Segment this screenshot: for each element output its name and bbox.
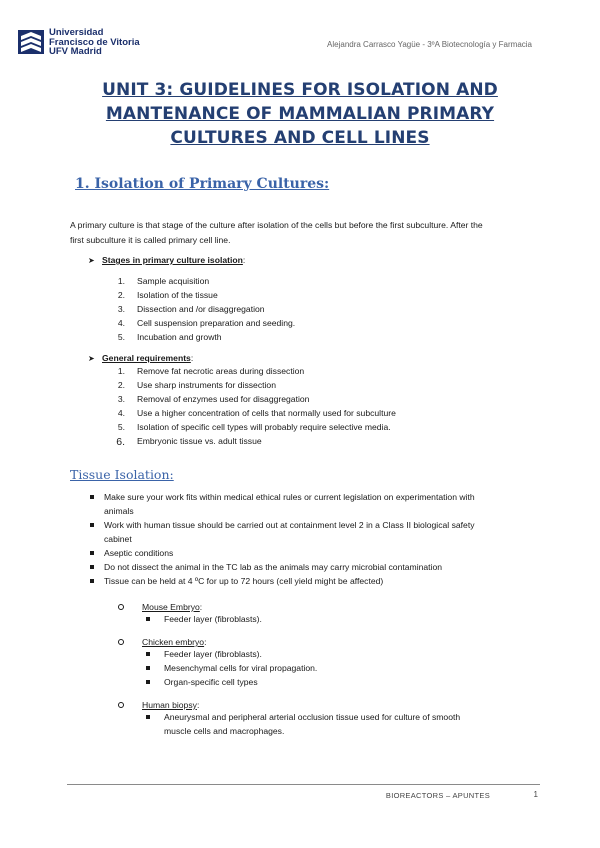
item-line: animals — [104, 506, 134, 516]
requirements-heading — [88, 353, 193, 363]
item-line: muscle cells and macrophages. — [164, 726, 285, 736]
list-item — [118, 710, 460, 738]
item-line: Tissue can be held at 4 ºC for up to 72 hours (cell yield might be affected) — [104, 576, 384, 586]
item-text: Incubation and growth — [137, 332, 222, 342]
list-item — [118, 647, 317, 661]
requirements-label: General requirements — [102, 353, 191, 363]
item-number: 4. — [117, 318, 125, 328]
item-line: Work with human tissue should be carried out at containment level 2 in a Class II biological safety — [104, 520, 475, 530]
stages-suffix: : — [242, 255, 246, 265]
item-text: Sample acquisition — [137, 276, 210, 286]
stages-label: Stages in primary culture isolation — [102, 255, 243, 265]
footer-divider — [67, 784, 540, 785]
human-biopsy-suffix: : — [196, 700, 200, 710]
logo-line-3: UFV Madrid — [49, 46, 102, 57]
list-item — [90, 490, 530, 518]
list-item — [90, 560, 530, 574]
item-line: Aseptic conditions — [104, 548, 174, 558]
footer-text: BIOREACTORS – APUNTES — [385, 791, 490, 800]
chicken-embryo-suffix: : — [204, 637, 207, 647]
item-number: 5. — [117, 422, 125, 432]
mouse-embryo-label: Mouse Embryo — [142, 602, 200, 612]
page-number: 1 — [533, 790, 538, 799]
list-item — [90, 518, 530, 546]
item-line: Do not dissect the animal in the TC lab as the animals may carry microbial contamination — [104, 562, 443, 572]
arrow-bullet-icon: ➤ — [88, 256, 95, 265]
item-text: Isolation of the tissue — [137, 290, 218, 300]
square-bullet-icon — [90, 579, 94, 583]
item-number: 2. — [117, 380, 125, 390]
section-heading: 1. Isolation of Primary Cultures: — [75, 176, 330, 192]
square-bullet-icon — [90, 565, 94, 569]
title-line-3: CULTURES AND CELL LINES — [170, 128, 430, 148]
list-item — [118, 661, 317, 675]
header-author: Alejandra Carrasco Yagüe - 3ºA Biotecnología y Farmacia — [327, 40, 532, 49]
circle-bullet-icon — [118, 604, 124, 610]
list-item — [118, 612, 262, 626]
item-text: Use a higher concentration of cells that normally used for subculture — [137, 408, 396, 418]
item-text: Embryonic tissue vs. adult tissue — [137, 436, 262, 446]
square-bullet-icon — [146, 652, 150, 656]
chicken-embryo-heading — [118, 637, 317, 647]
item-number: 6. — [116, 436, 125, 448]
item-number: 5. — [117, 332, 125, 342]
square-bullet-icon — [90, 551, 94, 555]
human-biopsy-group — [118, 700, 460, 738]
logo-line-1: Universidad — [49, 27, 104, 38]
ufv-logo-icon — [17, 28, 45, 56]
item-line: Feeder layer (fibroblasts). — [164, 649, 262, 659]
page-title — [40, 78, 560, 150]
item-line: Aneurysmal and peripheral arterial occlusion tissue used for culture of smooth — [164, 712, 461, 722]
mouse-embryo-group — [118, 602, 262, 626]
circle-bullet-icon — [118, 639, 124, 645]
item-number: 2. — [117, 290, 125, 300]
item-line: cabinet — [104, 534, 132, 544]
circle-bullet-icon — [118, 702, 124, 708]
square-bullet-icon — [146, 666, 150, 670]
mouse-embryo-heading — [118, 602, 262, 612]
list-item — [90, 574, 530, 588]
square-bullet-icon — [146, 680, 150, 684]
square-bullet-icon — [90, 495, 94, 499]
item-line: Make sure your work fits within medical ethical rules or current legislation on experimentation with — [104, 492, 475, 502]
item-text: Use sharp instruments for dissection — [137, 380, 276, 390]
chicken-embryo-label: Chicken embryo — [142, 637, 205, 647]
item-number: 1. — [117, 276, 125, 286]
title-line-2: MANTENANCE OF MAMMALIAN PRIMARY — [105, 104, 495, 124]
item-text: Remove fat necrotic areas during dissection — [137, 366, 305, 376]
logo-wordmark — [49, 28, 140, 57]
university-logo — [17, 28, 140, 57]
list-item — [90, 546, 530, 560]
list-item — [118, 675, 317, 689]
logo-line-2: Francisco de Vitoria — [49, 36, 140, 48]
item-text: Removal of enzymes used for disaggregation — [137, 394, 310, 404]
human-biopsy-label: Human biopsy — [142, 700, 197, 710]
mouse-embryo-suffix: : — [199, 602, 203, 612]
item-line: Mesenchymal cells for viral propagation. — [164, 663, 318, 673]
tissue-isolation-heading: Tissue Isolation: — [70, 467, 174, 482]
item-text: Dissection and /or disaggregation — [137, 304, 265, 314]
title-line-1: UNIT 3: GUIDELINES FOR ISOLATION AND — [102, 80, 498, 100]
square-bullet-icon — [146, 617, 150, 621]
item-text: Isolation of specific cell types will probably require selective media. — [137, 422, 391, 432]
intro-paragraph — [70, 218, 540, 248]
tissue-isolation-list — [90, 490, 530, 588]
item-line: Organ-specific cell types — [164, 677, 258, 687]
arrow-bullet-icon: ➤ — [88, 354, 95, 363]
item-line: Feeder layer (fibroblasts). — [164, 614, 262, 624]
item-number: 3. — [117, 394, 125, 404]
item-number: 4. — [117, 408, 125, 418]
human-biopsy-heading — [118, 700, 460, 710]
square-bullet-icon — [146, 715, 150, 719]
intro-line-1: A primary culture is that stage of the culture after isolation of the cells but before the first subculture. After the — [70, 220, 483, 230]
requirements-suffix: : — [190, 353, 194, 363]
item-number: 3. — [117, 304, 125, 314]
chicken-embryo-group — [118, 637, 317, 689]
item-number: 1. — [117, 366, 125, 376]
item-text: Cell suspension preparation and seeding. — [137, 318, 296, 328]
intro-line-2: first subculture it is called primary cell line. — [70, 235, 231, 245]
square-bullet-icon — [90, 523, 94, 527]
stages-heading — [88, 255, 245, 265]
